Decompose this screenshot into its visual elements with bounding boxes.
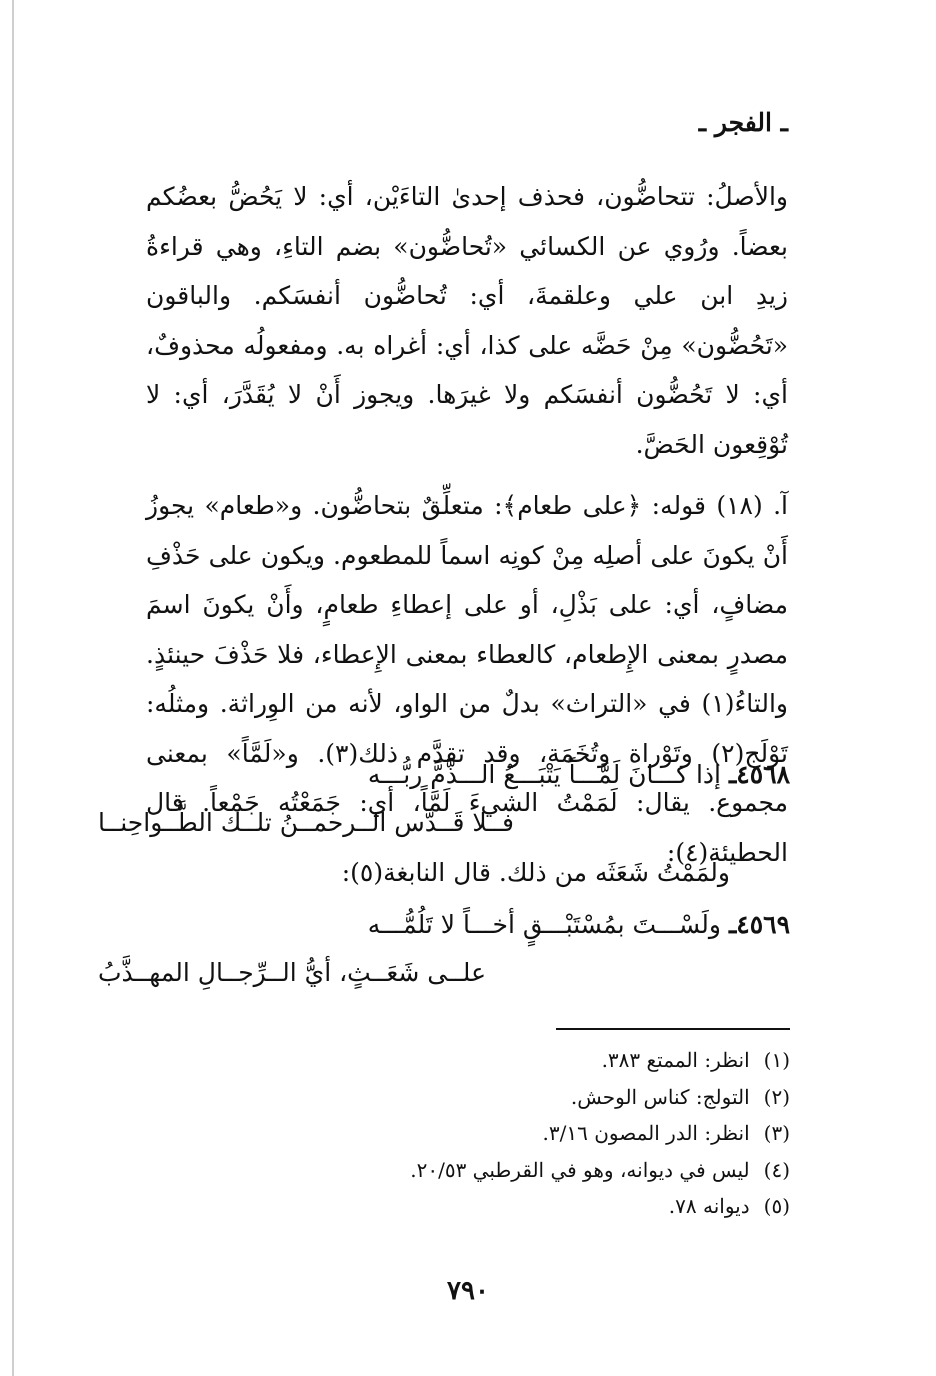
running-header: ـ الفجر ـ (698, 108, 788, 137)
verse-2-first-hemistich (368, 910, 790, 939)
verse-2-second-hemistich: علــى شَعَــثٍ، أيُّ الــرِّجــالِ المهــذَّبُ (98, 958, 486, 987)
verse-1-second-hemistich: فــلا قَــدَّس الــرحمــنُ تلــك الطَّــواحِنــا (98, 808, 514, 837)
paragraph-1: والأصلُ: تتحاضُّون، فحذف إحدىٰ التاءَيْن، أي: لا يَحُضُّ بعضُكم بعضاً. ورُوي عن الكسائي «تُحاضُّون» بضم التاءِ، وهي قراءةُ زيدِ ابن علي وعلقمةَ، أي: تُحاضُّون أنفسَكم. والباقون «تَحُضُّون» مِنْ حَضَّه على كذا، أي: أغراه به. ومفعولُه محذوفٌ، أي: لا تَحُضُّون أنفسَكم ولا غيرَها. ويجوز أَنْ لا يُقَدَّرَ، أي: لا تُوْقِعون الحَضَّ. (146, 182, 788, 459)
footnote-2-number: (٢) (763, 1084, 790, 1109)
footnote-4 (230, 1152, 790, 1189)
footnote-1 (230, 1042, 790, 1079)
footnote-2-text: التولج: كناس الوحش. (570, 1084, 750, 1109)
verse-1-first-text: إذا كـــانَ لَمَّـــاً يَتْبَـــعُ الـــذَّمَّ ربُّـــه (367, 760, 721, 789)
footnote-3 (230, 1115, 790, 1152)
footnote-4-text: ليس في ديوانه، وهو في القرطبي ٢٠/٥٣. (410, 1157, 750, 1182)
footnote-1-number: (١) (763, 1048, 790, 1072)
verse-2-number: ٤٥٦٩ـ (728, 910, 790, 939)
footnote-2 (230, 1079, 790, 1116)
verse-1-first-hemistich (368, 760, 790, 789)
footnote-5 (230, 1188, 790, 1225)
footnote-3-text: انظر: الدر المصون ٣/١٦. (542, 1121, 750, 1145)
footnote-3-number: (٣) (763, 1121, 790, 1145)
paragraph-2: آ. (١٨) قوله: ﴿على طعام﴾: متعلِّقٌ بتحاضُّون. و«طعام» يجوزُ أَنْ يكونَ على أصلِه مِنْ كونِه اسماً للمطعوم. ويكون على حَذْفِ مضافٍ، أي: على بَذْلِ، أو على إعطاءِ طعامٍ، وأَنْ يكونَ اسمَ مصدرٍ بمعنى الإِطعام، كالعطاء بمعنى الإِعطاء، فلا حَذْفَ حينئذٍ. والتاءُ(١) في «التراث» بدلٌ من الواو، لأنه من الوِراثة. ومثلُه: تَوْلَج(٢) وتَوْراة وتُخَمَة، وقد تقدَّم ذلك(٣). و«لَمَّاً» بمعنى مجموع. يقال: لَمَمْتُ الشيءَ لَمَّاً، أي: جَمَعْتُه جَمْعاً. قال الحطيئة(٤): (146, 491, 789, 867)
verse-2-first-text: ولَسْـــتَ بمُسْتَبْـــقٍ أخـــاً لا تَلُمُّـــه (367, 910, 721, 939)
interlude-line: ولَمَمْتُ شَعَثَه من ذلك. قال النابغة(٥): (341, 858, 730, 887)
footnotes (230, 1042, 790, 1225)
footnote-5-text: ديوانه ٧٨. (668, 1194, 750, 1218)
verse-1-number: ٤٥٦٨ـ (728, 760, 790, 789)
footnote-5-number: (٥) (763, 1194, 790, 1218)
footnote-1-text: انظر: الممتع ٣٨٣. (601, 1048, 750, 1072)
footnote-separator (556, 1028, 790, 1030)
footnote-4-number: (٤) (763, 1157, 790, 1182)
page-number: ٧٩٠ (447, 1276, 489, 1306)
